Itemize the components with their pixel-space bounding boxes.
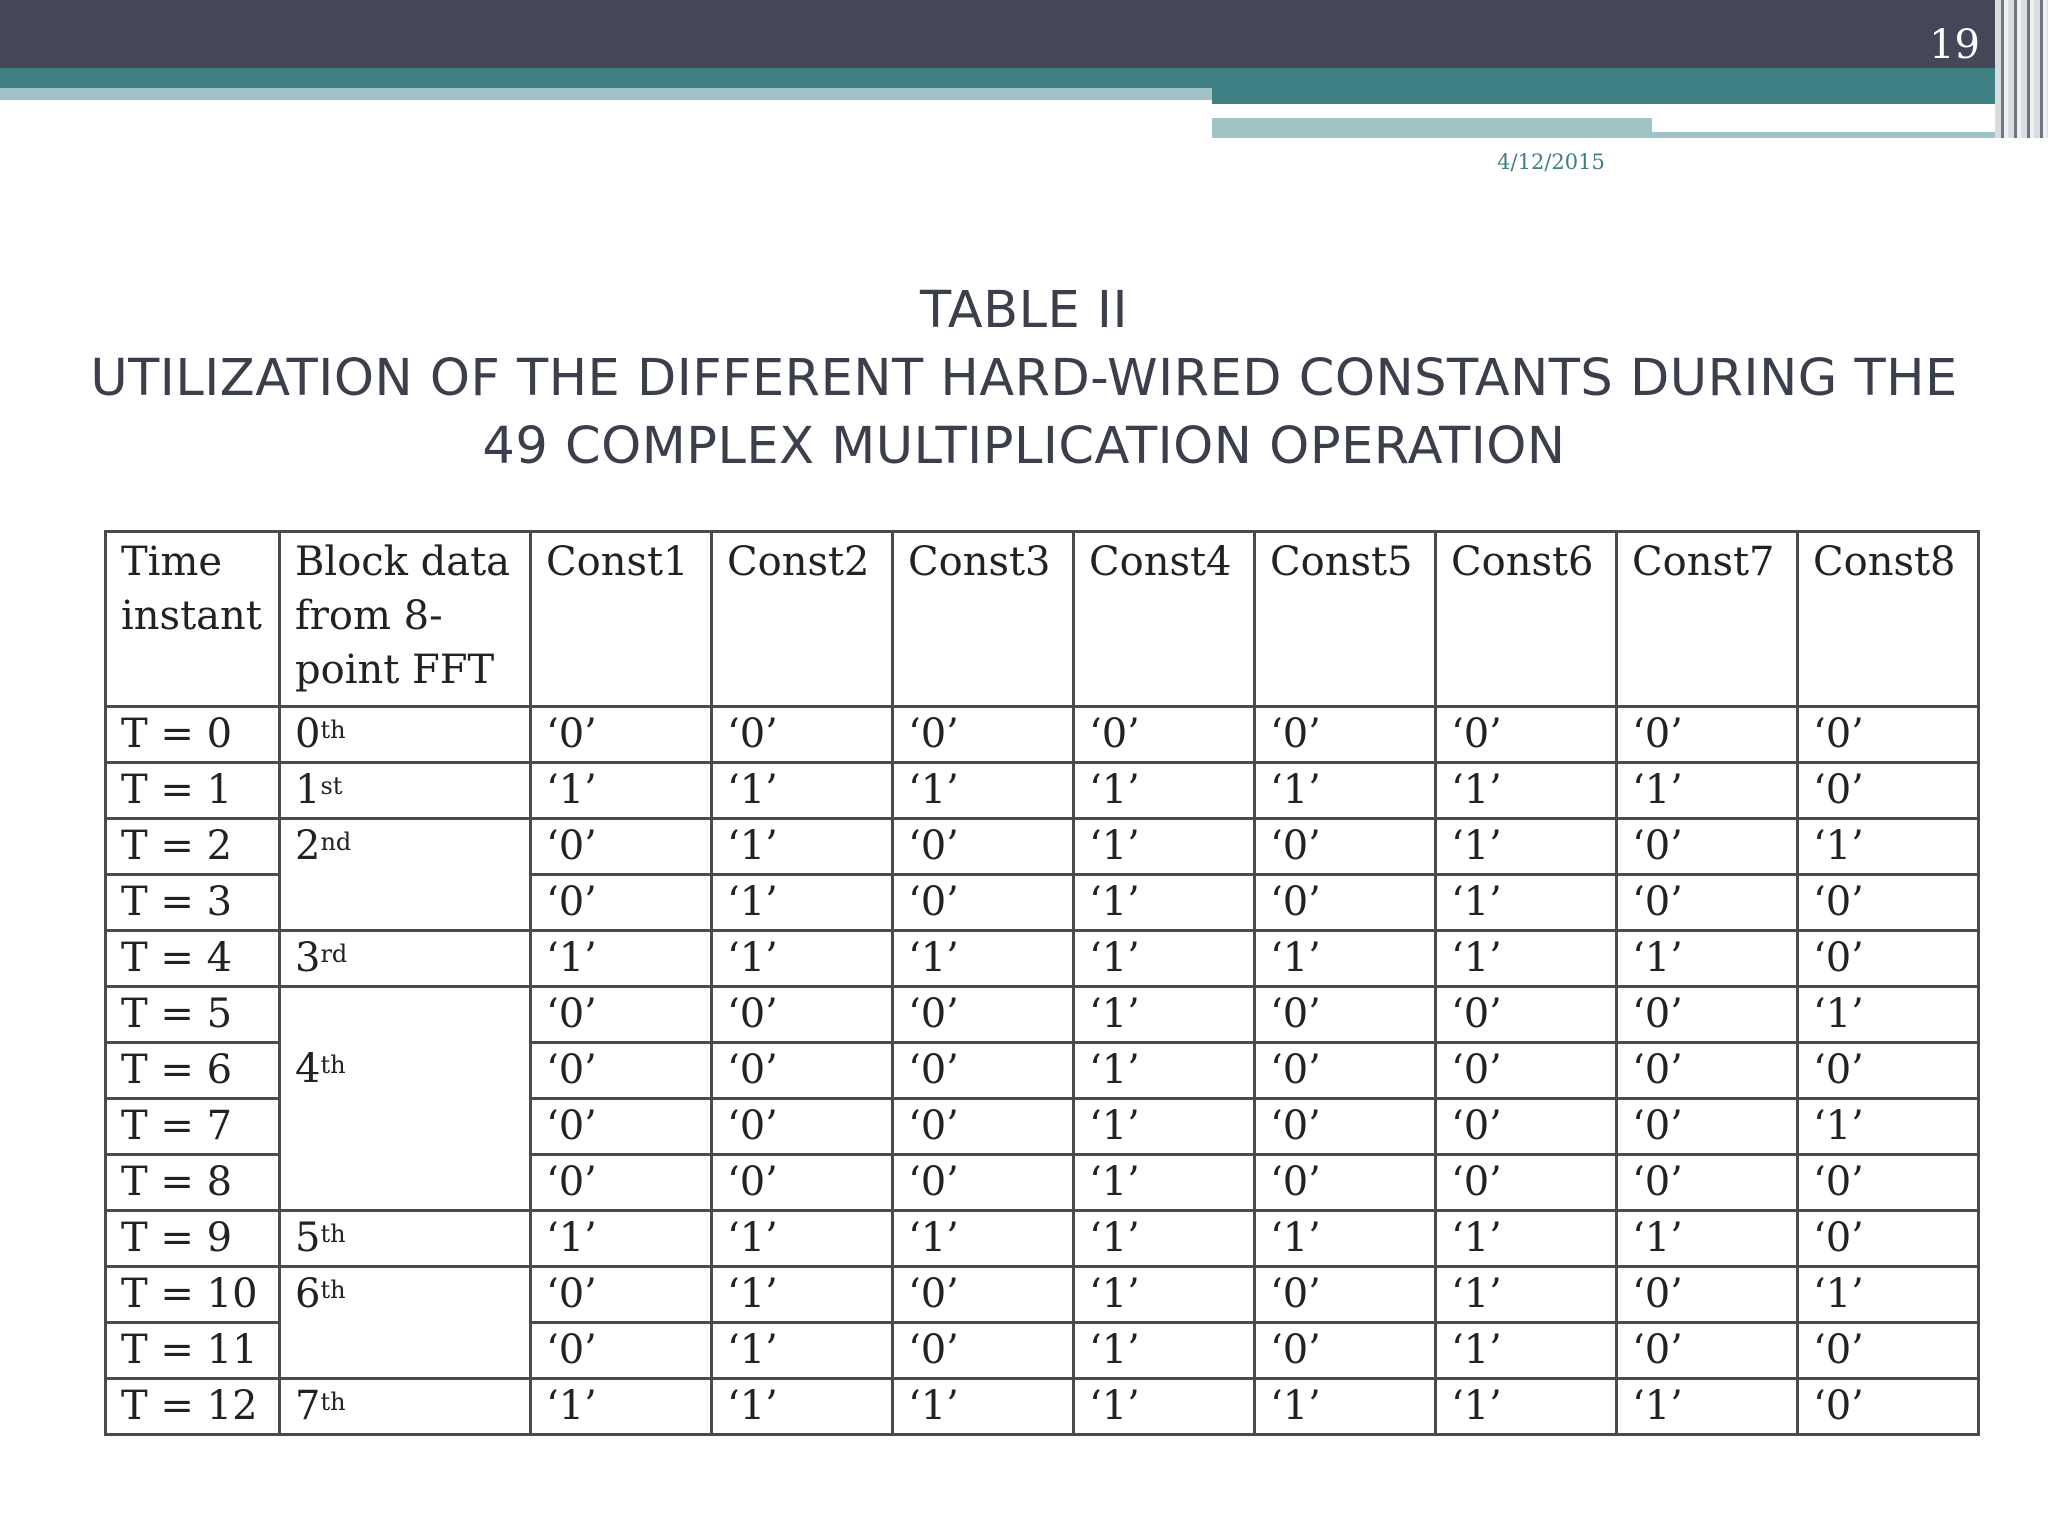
header-thin-stripe-right xyxy=(1652,132,1995,138)
block-data-cell xyxy=(280,707,531,763)
constant-value-cell: ‘1’ xyxy=(1798,1267,1979,1323)
constant-value-cell: ‘0’ xyxy=(893,1099,1074,1155)
constant-value-cell: ‘0’ xyxy=(531,1099,712,1155)
constant-value-cell: ‘0’ xyxy=(1436,1099,1617,1155)
table-caption-label: TABLE II xyxy=(920,281,1128,340)
header-pale-stripe xyxy=(0,88,1212,100)
constant-value-cell: ‘0’ xyxy=(1617,707,1798,763)
time-instant-cell: T = 0 xyxy=(106,707,280,763)
constant-value-cell: ‘1’ xyxy=(712,1323,893,1379)
constant-value-cell: ‘0’ xyxy=(1255,1267,1436,1323)
constant-value-cell: ‘1’ xyxy=(1798,1099,1979,1155)
constant-value-cell: ‘1’ xyxy=(1074,1155,1255,1211)
table-header-row xyxy=(106,532,1979,707)
table-row xyxy=(106,1267,1979,1323)
time-instant-cell: T = 8 xyxy=(106,1155,280,1211)
constant-value-cell: ‘0’ xyxy=(1255,819,1436,875)
block-ordinal-number: 1 xyxy=(295,767,321,813)
constant-value-cell: ‘0’ xyxy=(712,1043,893,1099)
block-data-cell xyxy=(280,1043,531,1099)
constant-value-cell: ‘1’ xyxy=(1617,1379,1798,1435)
constant-value-cell: ‘0’ xyxy=(893,1155,1074,1211)
block-ordinal-suffix: st xyxy=(320,772,343,800)
constant-value-cell: ‘0’ xyxy=(1255,875,1436,931)
time-instant-cell: T = 6 xyxy=(106,1043,280,1099)
constant-value-cell: ‘1’ xyxy=(1074,1043,1255,1099)
column-header: Time instant xyxy=(106,532,280,707)
constant-value-cell: ‘1’ xyxy=(1436,819,1617,875)
column-header: Const2 xyxy=(712,532,893,707)
header-gap-stripe xyxy=(1212,110,1817,118)
block-data-cell xyxy=(280,931,531,987)
constant-value-cell: ‘0’ xyxy=(1617,1155,1798,1211)
constant-value-cell: ‘0’ xyxy=(531,819,712,875)
constant-value-cell: ‘1’ xyxy=(712,763,893,819)
constant-value-cell: ‘1’ xyxy=(1074,987,1255,1043)
constant-value-cell: ‘1’ xyxy=(712,1211,893,1267)
constant-value-cell: ‘1’ xyxy=(1255,1379,1436,1435)
block-ordinal-number: 5 xyxy=(295,1215,321,1261)
block-ordinal-suffix: th xyxy=(320,1276,346,1304)
constant-value-cell: ‘0’ xyxy=(1436,707,1617,763)
constant-value-cell: ‘0’ xyxy=(531,707,712,763)
block-data-cell xyxy=(280,819,531,875)
constant-value-cell: ‘1’ xyxy=(1617,1211,1798,1267)
constant-value-cell: ‘0’ xyxy=(1798,1211,1979,1267)
constant-value-cell: ‘1’ xyxy=(1255,931,1436,987)
time-instant-cell: T = 5 xyxy=(106,987,280,1043)
constant-value-cell: ‘1’ xyxy=(893,931,1074,987)
time-instant-cell: T = 4 xyxy=(106,931,280,987)
header-accent-stripe xyxy=(0,68,1995,88)
constant-value-cell: ‘1’ xyxy=(1074,875,1255,931)
column-header: Const7 xyxy=(1617,532,1798,707)
constant-value-cell: ‘0’ xyxy=(1617,875,1798,931)
constant-value-cell: ‘0’ xyxy=(1617,1323,1798,1379)
constant-value-cell: ‘1’ xyxy=(531,1379,712,1435)
column-header: Const4 xyxy=(1074,532,1255,707)
constant-value-cell: ‘1’ xyxy=(712,819,893,875)
header-vertical-stripes xyxy=(1995,0,2048,138)
table-row xyxy=(106,763,1979,819)
constant-value-cell: ‘1’ xyxy=(712,1267,893,1323)
block-ordinal-suffix: th xyxy=(320,716,346,744)
constant-value-cell: ‘0’ xyxy=(1074,707,1255,763)
constant-value-cell: ‘1’ xyxy=(1074,819,1255,875)
constant-value-cell: ‘1’ xyxy=(531,1211,712,1267)
table-row xyxy=(106,875,1979,931)
constant-value-cell: ‘0’ xyxy=(1617,819,1798,875)
header-pale-stripe-right xyxy=(1212,118,1652,138)
constant-value-cell: ‘1’ xyxy=(1436,1379,1617,1435)
constant-value-cell: ‘1’ xyxy=(1074,1211,1255,1267)
block-data-cell xyxy=(280,987,531,1043)
constant-value-cell: ‘1’ xyxy=(893,1379,1074,1435)
time-instant-cell: T = 11 xyxy=(106,1323,280,1379)
constant-value-cell: ‘1’ xyxy=(1617,931,1798,987)
constant-value-cell: ‘0’ xyxy=(712,707,893,763)
block-ordinal-suffix: th xyxy=(320,1388,346,1416)
column-header: Block data from 8-point FFT xyxy=(280,532,531,707)
table-row xyxy=(106,1155,1979,1211)
constant-value-cell: ‘0’ xyxy=(1798,1155,1979,1211)
constant-value-cell: ‘1’ xyxy=(1074,1267,1255,1323)
constant-value-cell: ‘1’ xyxy=(1255,1211,1436,1267)
block-data-cell xyxy=(280,875,531,931)
constant-value-cell: ‘1’ xyxy=(1436,1323,1617,1379)
constant-value-cell: ‘0’ xyxy=(712,987,893,1043)
constant-value-cell: ‘0’ xyxy=(1617,1099,1798,1155)
column-header: Const5 xyxy=(1255,532,1436,707)
block-ordinal-number: 7 xyxy=(295,1383,321,1429)
time-instant-cell: T = 2 xyxy=(106,819,280,875)
block-ordinal-suffix: th xyxy=(320,1220,346,1248)
constant-value-cell: ‘1’ xyxy=(531,763,712,819)
constant-value-cell: ‘0’ xyxy=(1798,763,1979,819)
table-row xyxy=(106,1323,1979,1379)
constant-value-cell: ‘1’ xyxy=(1436,763,1617,819)
constant-value-cell: ‘0’ xyxy=(893,875,1074,931)
block-data-cell xyxy=(280,1211,531,1267)
constants-table xyxy=(104,530,1980,1436)
constant-value-cell: ‘0’ xyxy=(893,1267,1074,1323)
time-instant-cell: T = 12 xyxy=(106,1379,280,1435)
table-row xyxy=(106,1099,1979,1155)
constant-value-cell: ‘1’ xyxy=(893,763,1074,819)
constant-value-cell: ‘0’ xyxy=(1798,1323,1979,1379)
constant-value-cell: ‘0’ xyxy=(1617,1043,1798,1099)
time-instant-cell: T = 10 xyxy=(106,1267,280,1323)
constant-value-cell: ‘1’ xyxy=(1798,819,1979,875)
constant-value-cell: ‘0’ xyxy=(893,1323,1074,1379)
block-data-cell xyxy=(280,1323,531,1379)
column-header: Const6 xyxy=(1436,532,1617,707)
constant-value-cell: ‘1’ xyxy=(712,1379,893,1435)
block-ordinal-number: 2 xyxy=(295,823,321,869)
constant-value-cell: ‘1’ xyxy=(1255,763,1436,819)
constant-value-cell: ‘0’ xyxy=(1255,987,1436,1043)
constant-value-cell: ‘1’ xyxy=(712,931,893,987)
table-row xyxy=(106,1379,1979,1435)
constant-value-cell: ‘0’ xyxy=(1436,1155,1617,1211)
constant-value-cell: ‘1’ xyxy=(1074,931,1255,987)
block-ordinal-number: 3 xyxy=(295,935,321,981)
constant-value-cell: ‘0’ xyxy=(1617,1267,1798,1323)
constant-value-cell: ‘0’ xyxy=(1255,707,1436,763)
constant-value-cell: ‘0’ xyxy=(712,1099,893,1155)
constant-value-cell: ‘1’ xyxy=(1074,763,1255,819)
constant-value-cell: ‘1’ xyxy=(1074,1379,1255,1435)
constant-value-cell: ‘0’ xyxy=(1798,1043,1979,1099)
constant-value-cell: ‘0’ xyxy=(1798,1379,1979,1435)
constant-value-cell: ‘1’ xyxy=(1617,763,1798,819)
constant-value-cell: ‘1’ xyxy=(1436,931,1617,987)
constant-value-cell: ‘0’ xyxy=(1798,707,1979,763)
column-header: Const8 xyxy=(1798,532,1979,707)
constant-value-cell: ‘1’ xyxy=(1074,1323,1255,1379)
table-caption-line-1: UTILIZATION OF THE DIFFERENT HARD-WIRED CONSTANTS DURING THE xyxy=(90,349,1958,408)
block-data-cell xyxy=(280,1099,531,1155)
constant-value-cell: ‘0’ xyxy=(531,1323,712,1379)
table-row xyxy=(106,987,1979,1043)
constant-value-cell: ‘0’ xyxy=(1436,987,1617,1043)
block-ordinal-number: 4 xyxy=(295,1045,321,1092)
column-header: Const1 xyxy=(531,532,712,707)
table-row xyxy=(106,819,1979,875)
table-row xyxy=(106,707,1979,763)
constant-value-cell: ‘0’ xyxy=(1798,875,1979,931)
table-row xyxy=(106,1211,1979,1267)
constant-value-cell: ‘1’ xyxy=(1074,1099,1255,1155)
block-ordinal-number: 6 xyxy=(295,1271,321,1317)
constant-value-cell: ‘0’ xyxy=(893,819,1074,875)
constant-value-cell: ‘0’ xyxy=(712,1155,893,1211)
constant-value-cell: ‘0’ xyxy=(1255,1043,1436,1099)
block-data-cell xyxy=(280,1379,531,1435)
time-instant-cell: T = 9 xyxy=(106,1211,280,1267)
slide-date: 4/12/2015 xyxy=(1497,150,1605,174)
constant-value-cell: ‘0’ xyxy=(531,1043,712,1099)
table-row xyxy=(106,931,1979,987)
constant-value-cell: ‘0’ xyxy=(1255,1323,1436,1379)
constant-value-cell: ‘1’ xyxy=(1798,987,1979,1043)
constant-value-cell: ‘1’ xyxy=(531,931,712,987)
constant-value-cell: ‘0’ xyxy=(1798,931,1979,987)
constant-value-cell: ‘0’ xyxy=(1617,987,1798,1043)
block-ordinal-suffix: th xyxy=(320,1050,346,1079)
constant-value-cell: ‘1’ xyxy=(1436,1211,1617,1267)
block-ordinal-number: 0 xyxy=(295,711,321,757)
block-ordinal-suffix: rd xyxy=(320,940,348,968)
block-data-cell xyxy=(280,763,531,819)
constant-value-cell: ‘0’ xyxy=(531,987,712,1043)
constant-value-cell: ‘1’ xyxy=(1436,1267,1617,1323)
constant-value-cell: ‘1’ xyxy=(1436,875,1617,931)
constant-value-cell: ‘0’ xyxy=(893,987,1074,1043)
constant-value-cell: ‘0’ xyxy=(531,875,712,931)
time-instant-cell: T = 3 xyxy=(106,875,280,931)
constant-value-cell: ‘0’ xyxy=(531,1267,712,1323)
block-data-cell xyxy=(280,1155,531,1211)
constant-value-cell: ‘0’ xyxy=(893,1043,1074,1099)
constant-value-cell: ‘0’ xyxy=(1255,1155,1436,1211)
constant-value-cell: ‘0’ xyxy=(531,1155,712,1211)
table-caption-line-2: 49 COMPLEX MULTIPLICATION OPERATION xyxy=(482,417,1566,476)
block-ordinal-suffix: nd xyxy=(320,828,352,856)
constant-value-cell: ‘0’ xyxy=(893,707,1074,763)
column-header: Const3 xyxy=(893,532,1074,707)
time-instant-cell: T = 7 xyxy=(106,1099,280,1155)
block-data-cell xyxy=(280,1267,531,1323)
constant-value-cell: ‘0’ xyxy=(1436,1043,1617,1099)
table-row xyxy=(106,1043,1979,1099)
constant-value-cell: ‘1’ xyxy=(893,1211,1074,1267)
header-bar xyxy=(0,0,2048,68)
constant-value-cell: ‘0’ xyxy=(1255,1099,1436,1155)
time-instant-cell: T = 1 xyxy=(106,763,280,819)
header-accent-stripe-right xyxy=(1212,88,1995,104)
page-number: 19 xyxy=(1929,22,1980,68)
constant-value-cell: ‘1’ xyxy=(712,875,893,931)
